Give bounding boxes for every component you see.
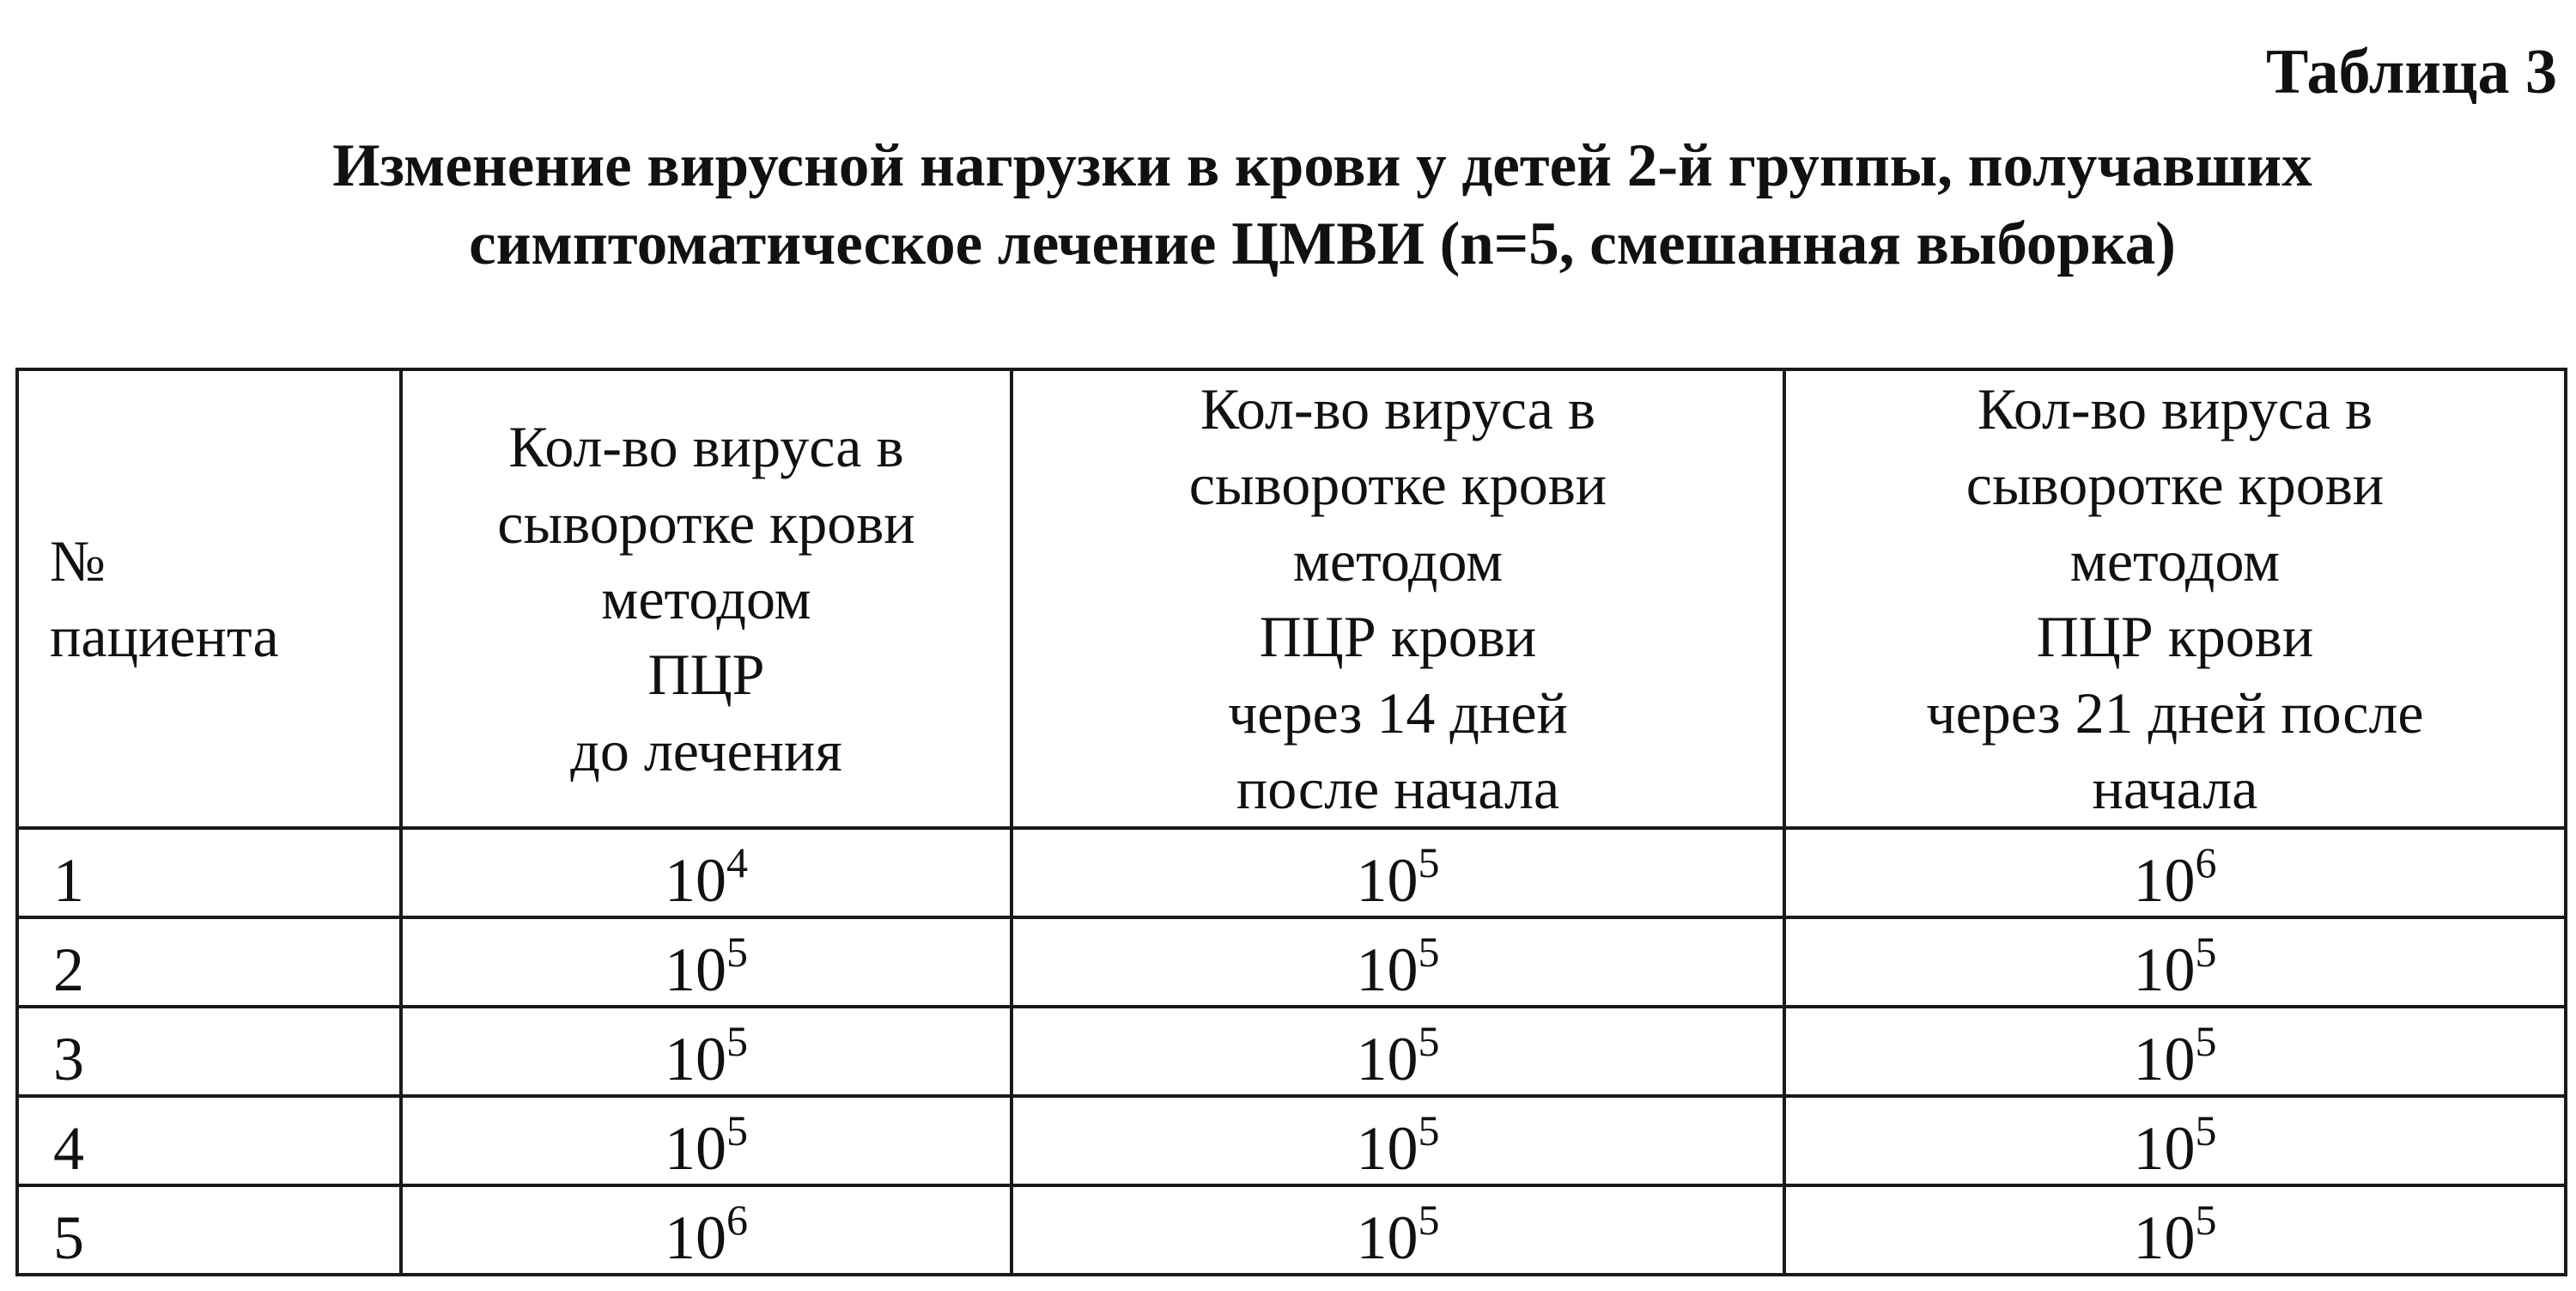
value-exponent: 5 [726, 1016, 748, 1065]
header-before-treatment [401, 369, 1012, 828]
header-line: Кол-во вируса в [1977, 376, 2373, 441]
header-line: сыворотке крови [497, 490, 915, 556]
header-line: ПЦР крови [1259, 604, 1537, 670]
value-exponent: 5 [2195, 1105, 2217, 1154]
value-base: 10 [665, 935, 726, 1004]
table-row [17, 828, 2566, 917]
value-exponent: 5 [726, 927, 748, 976]
table-row [17, 1096, 2566, 1185]
caption-line-2: симптоматическое лечение ЦМВИ (n=5, смешанная выборка) [469, 210, 2176, 277]
value-exponent: 5 [1418, 1105, 1440, 1154]
header-line: методом [601, 565, 811, 631]
table-number: Таблица 3 [2266, 37, 2557, 107]
value-base: 10 [665, 1203, 726, 1272]
value-exponent: 6 [2195, 837, 2217, 886]
value-cell [401, 1007, 1012, 1096]
header-line: через 14 дней [1228, 679, 1568, 746]
value-base: 10 [1356, 1113, 1419, 1183]
value-base: 10 [2133, 845, 2196, 915]
table-row [17, 1007, 2566, 1096]
value-exponent: 5 [1418, 837, 1440, 886]
patient-number-cell: 5 [17, 1185, 401, 1275]
header-line: методом [2069, 527, 2281, 594]
value-exponent: 5 [2195, 1016, 2217, 1065]
header-line: Кол-во вируса в [508, 414, 904, 480]
value-cell [401, 1096, 1012, 1185]
header-line: ПЦР крови [2036, 604, 2314, 670]
value-cell [1784, 1185, 2566, 1275]
value-cell [401, 917, 1012, 1007]
value-base: 10 [2133, 1203, 2196, 1272]
value-exponent: 5 [1418, 1195, 1440, 1244]
value-cell [401, 828, 1012, 917]
header-line: сыворотке крови [1188, 452, 1607, 518]
value-base: 10 [2133, 935, 2196, 1004]
value-base: 10 [1356, 845, 1419, 915]
value-base: 10 [1356, 935, 1419, 1004]
patient-number-cell: 2 [17, 917, 401, 1007]
value-base: 10 [2133, 1024, 2196, 1093]
header-line: начала [2092, 755, 2258, 821]
header-line: ПЦР [647, 642, 765, 708]
value-base: 10 [665, 845, 726, 915]
value-cell [1784, 1007, 2566, 1096]
value-cell [1012, 917, 1784, 1007]
header-row [17, 369, 2566, 828]
patient-number-cell: 3 [17, 1007, 401, 1096]
value-cell [1784, 917, 2566, 1007]
value-exponent: 5 [1418, 927, 1440, 976]
table-row [17, 1185, 2566, 1275]
value-cell [1784, 1096, 2566, 1185]
value-base: 10 [665, 1113, 726, 1183]
header-after-21-days [1784, 369, 2566, 828]
value-exponent: 5 [2195, 1195, 2217, 1244]
patient-number-cell: 4 [17, 1096, 401, 1185]
value-base: 10 [665, 1024, 726, 1093]
caption-line-1: Изменение вирусной нагрузки в крови у детей 2-й группы, получавших [332, 132, 2312, 199]
header-after-14-days [1012, 369, 1784, 828]
value-cell [1012, 1185, 1784, 1275]
header-line: пациента [50, 604, 279, 670]
header-line: сыворотке крови [1965, 452, 2385, 518]
header-patient-number [17, 369, 401, 828]
table-row [17, 917, 2566, 1007]
value-base: 10 [1356, 1024, 1419, 1093]
value-base: 10 [2133, 1113, 2196, 1183]
value-cell [1012, 828, 1784, 917]
table-caption [103, 127, 2542, 283]
header-line: методом [1292, 527, 1504, 594]
value-cell [1012, 1007, 1784, 1096]
value-exponent: 5 [1418, 1016, 1440, 1065]
header-line: через 21 дней после [1926, 679, 2424, 746]
header-line: № [50, 527, 106, 594]
viral-load-table [15, 368, 2567, 1276]
header-line: после начала [1236, 755, 1560, 821]
patient-number-cell: 1 [17, 828, 401, 917]
header-line: до лечения [570, 717, 842, 783]
value-exponent: 4 [726, 837, 748, 886]
value-cell [1784, 828, 2566, 917]
header-line: Кол-во вируса в [1200, 376, 1596, 441]
value-exponent: 6 [726, 1195, 748, 1244]
value-cell [401, 1185, 1012, 1275]
value-exponent: 5 [726, 1105, 748, 1154]
value-cell [1012, 1096, 1784, 1185]
value-base: 10 [1356, 1203, 1419, 1272]
value-exponent: 5 [2195, 927, 2217, 976]
